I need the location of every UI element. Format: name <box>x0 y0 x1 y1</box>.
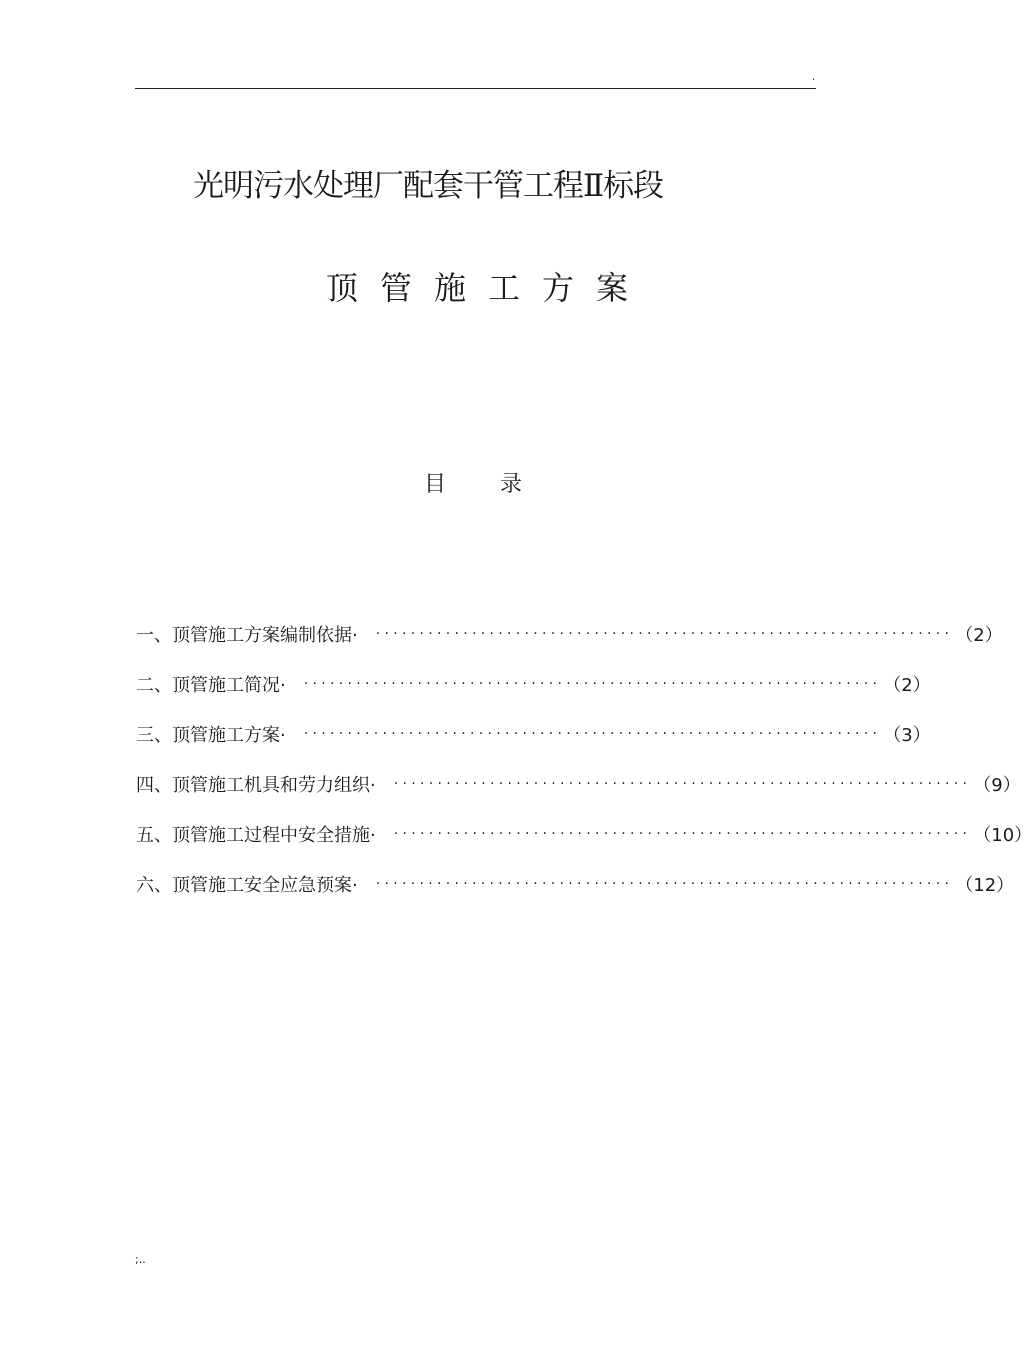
toc-entry-page: （3） <box>883 725 931 746</box>
document-title: 顶管施工方案 <box>326 269 651 307</box>
project-title: 光明污水处理厂配套干管工程Ⅱ标段 <box>193 168 664 204</box>
toc-entry-number: 五、 <box>136 825 172 846</box>
toc-leader-dots: ·································································· <box>375 876 954 892</box>
toc-entry[interactable] <box>136 670 931 698</box>
toc-leader-dots: ·································································· <box>393 776 972 792</box>
header-mark: . <box>812 72 816 83</box>
toc-leader-dots: ·································································· <box>375 626 954 642</box>
toc-entry-number: 一、 <box>136 625 172 646</box>
toc-entry[interactable] <box>136 820 1032 848</box>
toc-entry-label: 顶管施工过程中安全措施· <box>172 825 376 846</box>
toc-entry[interactable] <box>136 620 1003 648</box>
footer-mark: ;.. <box>135 1253 146 1266</box>
toc-entry-label: 顶管施工方案· <box>172 725 286 746</box>
toc-entry[interactable] <box>136 770 1021 798</box>
toc-entry-page: （2） <box>883 675 931 696</box>
toc-entry[interactable] <box>136 720 931 748</box>
toc-leader-dots: ·································································· <box>393 826 972 842</box>
toc-leader-dots: ·································································· <box>303 726 882 742</box>
toc-entry-page: （9） <box>973 775 1021 796</box>
toc-leader-dots: ·································································· <box>303 676 882 692</box>
toc-entry-label: 顶管施工方案编制依据· <box>172 625 358 646</box>
toc-entry-label: 顶管施工安全应急预案· <box>172 875 358 896</box>
toc-entry-page: （12） <box>955 875 1015 896</box>
toc-entry-page: （10） <box>973 825 1032 846</box>
toc-heading: 目录 <box>424 472 577 497</box>
toc-entry-number: 二、 <box>136 675 172 696</box>
toc-entry-page: （2） <box>955 625 1003 646</box>
header-rule <box>135 88 816 89</box>
toc-entry-label: 顶管施工简况· <box>172 675 286 696</box>
toc-entry-number: 四、 <box>136 775 172 796</box>
toc-entry-number: 三、 <box>136 725 172 746</box>
toc-entry-label: 顶管施工机具和劳力组织· <box>172 775 376 796</box>
toc-entry[interactable] <box>136 870 1015 898</box>
toc-entry-number: 六、 <box>136 875 172 896</box>
